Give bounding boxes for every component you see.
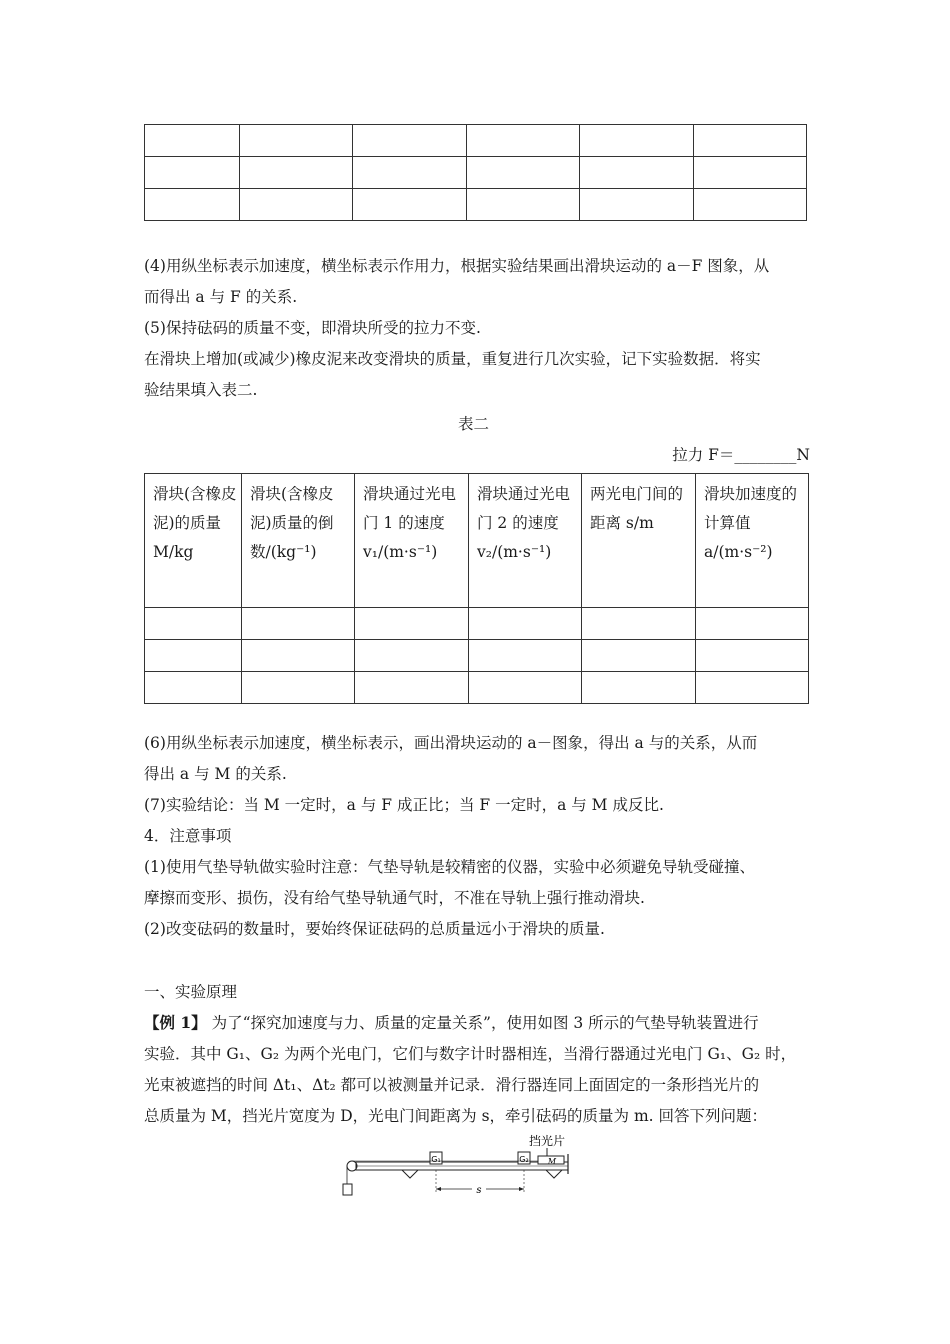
example-line-4: 总质量为 M，挡光片宽度为 D，光电门间距离为 s，牵引砝码的质量为 m. 回答下列问题： xyxy=(144,1107,768,1125)
hanging-weight xyxy=(343,1184,352,1195)
section-4-title: 4．注意事项 xyxy=(144,827,232,845)
header-inverse-mass: 滑块(含橡皮泥)质量的倒数/(kg⁻¹) xyxy=(242,474,355,608)
right-support xyxy=(546,1170,562,1178)
step-5-detail-line-2: 验结果填入表二. xyxy=(144,381,258,399)
table-row xyxy=(145,608,809,640)
arrow-head-left xyxy=(436,1187,441,1191)
step-4-line-1: (4)用纵坐标表示加速度，横坐标表示作用力，根据实验结果画出滑块运动的 a－F 图象，从 xyxy=(144,257,770,275)
header-mass: 滑块(含橡皮泥)的质量 M/kg xyxy=(145,474,242,608)
note-2: (2)改变砝码的数量时，要始终保证砝码的总质量远小于滑块的质量. xyxy=(144,920,605,938)
step-5-detail-line-1: 在滑块上增加(或减少)橡皮泥来改变滑块的质量，重复进行几次实验，记下实验数据．将实 xyxy=(144,350,761,368)
left-support xyxy=(402,1170,418,1178)
table-row xyxy=(145,157,807,189)
gate-1-label: G₁ xyxy=(431,1155,441,1164)
example-text-1: 为了“探究加速度与力、质量的定量关系”，使用如图 3 所示的气垫导轨装置进行 xyxy=(206,1014,759,1032)
distance-label: s xyxy=(476,1185,482,1196)
table-row xyxy=(145,125,807,157)
note-1-line-2: 摩擦而变形、损伤，没有给气垫导轨通气时，不准在导轨上强行推动滑块. xyxy=(144,889,645,907)
section-heading: 一、实验原理 xyxy=(144,983,238,1001)
table-header-row xyxy=(145,474,809,608)
table-row xyxy=(145,672,809,704)
step-5: (5)保持砝码的质量不变，即滑块所受的拉力不变. xyxy=(144,319,481,337)
note-1-line-1: (1)使用气垫导轨做实验时注意：气垫导轨是较精密的仪器，实验中必须避免导轨受碰撞、 xyxy=(144,858,755,876)
data-table-2 xyxy=(144,473,809,704)
table-row xyxy=(145,640,809,672)
data-table-1 xyxy=(144,124,807,221)
step-4-line-2: 而得出 a 与 F 的关系. xyxy=(144,288,298,306)
slider-mass-label: M xyxy=(547,1157,557,1166)
air-track-figure xyxy=(342,1134,574,1204)
step-7: (7)实验结论：当 M 一定时，a 与 F 成正比；当 F 一定时，a 与 M 成反比. xyxy=(144,796,664,814)
example-line-2: 实验．其中 G₁、G₂ 为两个光电门，它们与数字计时器相连，当滑行器通过光电门 G₁、G₂ 时， xyxy=(144,1045,797,1063)
header-velocity-2: 滑块通过光电门 2 的速度 v₂/(m·s⁻¹) xyxy=(469,474,582,608)
example-line-3: 光束被遮挡的时间 Δt₁、Δt₂ 都可以被测量并记录．滑行器连同上面固定的一条形挡光片的 xyxy=(144,1076,760,1094)
example-label: 【例 1】 xyxy=(144,1013,207,1032)
arrow-head-right xyxy=(519,1187,524,1191)
force-label: 拉力 F＝________N xyxy=(672,446,810,464)
example-line-1 xyxy=(144,1013,814,1033)
gate-2-label: G₂ xyxy=(519,1155,529,1164)
step-6-line-1: (6)用纵坐标表示加速度，横坐标表示，画出滑块运动的 a－图象，得出 a 与的关系，从而 xyxy=(144,734,758,752)
header-velocity-1: 滑块通过光电门 1 的速度 v₁/(m·s⁻¹) xyxy=(355,474,469,608)
table-row xyxy=(145,189,807,221)
table-2-caption: 表二 xyxy=(458,415,490,433)
shutter-label: 挡光片 xyxy=(528,1134,566,1148)
header-distance: 两光电门间的距离 s/m xyxy=(582,474,696,608)
header-acceleration: 滑块加速度的计算值 a/(m·s⁻²) xyxy=(696,474,809,608)
step-6-line-2: 得出 a 与 M 的关系. xyxy=(144,765,287,783)
